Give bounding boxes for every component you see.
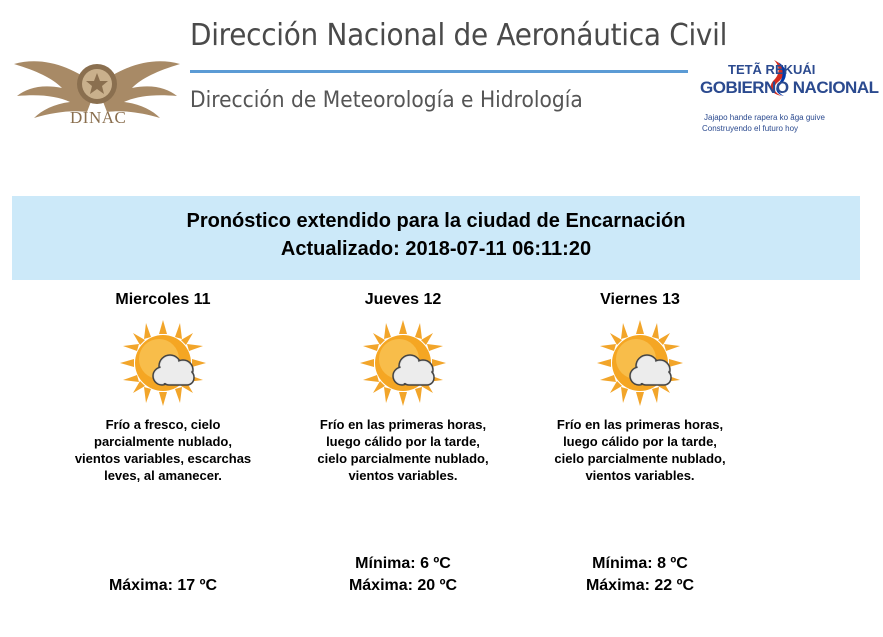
gov-logo-line1: TETÃ REKUÁI bbox=[728, 62, 816, 77]
partly-cloudy-icon bbox=[358, 318, 448, 408]
page-header bbox=[0, 0, 883, 160]
temp-max: Máxima: 20 ºC bbox=[348, 577, 458, 594]
banner-title: Pronóstico extendido para la ciudad de Encarnación bbox=[186, 210, 686, 232]
gov-logo-line4: Construyendo el futuro hoy bbox=[702, 124, 799, 133]
gov-logo-line2: GOBIERNO NACIONAL bbox=[700, 78, 879, 97]
banner-updated: Actualizado: 2018-07-11 06:11:20 bbox=[280, 238, 592, 260]
day-name: Miercoles 11 bbox=[115, 291, 211, 308]
forecast-description: Frío en las primeras horas, luego cálido por la tarde, cielo parcialmente nublado, vientos variables. bbox=[554, 417, 726, 483]
temp-max: Máxima: 22 ºC bbox=[585, 577, 695, 594]
gov-logo-line3: Jajapo hande rapera ko ãga guive bbox=[704, 113, 825, 122]
temp-min: Mínima: 8 ºC bbox=[592, 555, 688, 572]
dinac-logo-text: DINAC bbox=[70, 108, 127, 127]
temp-max: Máxima: 17 ºC bbox=[108, 577, 218, 594]
org-title: Dirección Nacional de Aeronáutica Civil bbox=[190, 18, 728, 53]
forecast-description: Frío en las primeras horas, luego cálido por la tarde, cielo parcialmente nublado, vientos variables. bbox=[317, 417, 489, 483]
day-name: Viernes 13 bbox=[600, 291, 680, 308]
forecast-description: Frío a fresco, cielo parcialmente nublado, vientos variables, escarchas leves, al amanecer. bbox=[74, 417, 252, 483]
temp-min: Mínima: 6 ºC bbox=[355, 555, 451, 572]
forecast-banner bbox=[12, 196, 860, 280]
partly-cloudy-icon bbox=[118, 318, 208, 408]
day-name: Jueves 12 bbox=[364, 291, 442, 308]
title-divider bbox=[190, 70, 688, 73]
partly-cloudy-icon bbox=[595, 318, 685, 408]
org-subtitle: Dirección de Meteorología e Hidrología bbox=[190, 88, 583, 113]
